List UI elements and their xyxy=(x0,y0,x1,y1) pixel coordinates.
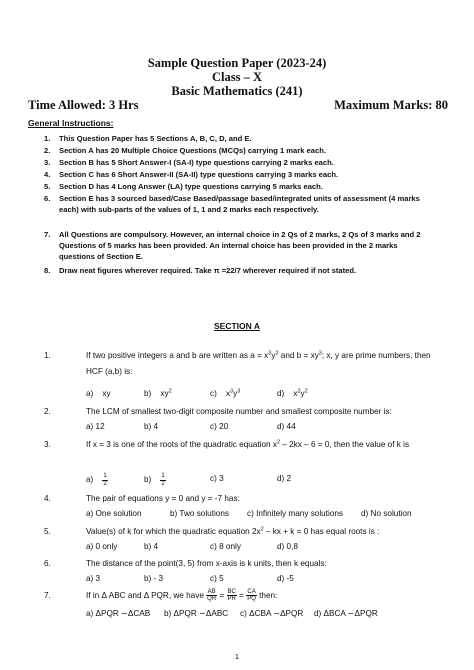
option-label: a) xyxy=(86,389,94,398)
question-text: If in Δ ABC and Δ PQR, we have xyxy=(86,591,204,600)
option-label: c) xyxy=(210,389,217,398)
subject-line: Basic Mathematics (241) xyxy=(171,84,303,98)
question-number: 2. xyxy=(44,407,51,416)
question-text: The distance of the point(3, 5) from x-axis is k units, then k equals: xyxy=(86,559,327,568)
option-d: d) 44 xyxy=(277,422,296,431)
instruction-number: 4. xyxy=(44,170,51,179)
instruction-item xyxy=(44,133,429,144)
instruction-text: This Question Paper has 5 Sections A, B, C, D, and E. xyxy=(59,134,252,143)
option-d: d) -5 xyxy=(277,574,294,583)
option-d: d) ΔBCA ∼ΔPQR xyxy=(314,609,378,618)
question-number: 7. xyxy=(44,591,51,600)
exponent: 3 xyxy=(318,350,322,357)
exponent: 3 xyxy=(237,388,241,395)
question-text: – kx + k = 0 has equal roots is : xyxy=(263,527,380,536)
question-number: 5. xyxy=(44,527,51,536)
option-a: a) One solution xyxy=(86,509,142,518)
class-line: Class – X xyxy=(211,70,262,84)
question-text: ; x, y are prime numbers, then HCF (a,b) is: xyxy=(86,351,431,376)
instruction-number: 8. xyxy=(44,266,51,275)
question-4 xyxy=(44,491,446,507)
exponent: 3 xyxy=(268,350,272,357)
option-c: c) 5 xyxy=(210,574,224,583)
instruction-item xyxy=(44,265,429,276)
option-b: b) Two solutions xyxy=(170,509,230,518)
option-value: x xyxy=(293,389,298,398)
option-value: xy xyxy=(102,389,111,398)
general-instructions-heading: General Instructions: xyxy=(28,118,114,128)
fraction xyxy=(102,473,107,487)
fraction-numerator: BC xyxy=(227,588,236,595)
option-b: b) - 3 xyxy=(144,574,164,583)
question-1 xyxy=(44,348,446,379)
instruction-number: 2. xyxy=(44,146,51,155)
option-b xyxy=(144,473,166,487)
fraction-denominator: PQ xyxy=(247,596,256,603)
option-d: d) 2 xyxy=(277,474,292,483)
fraction-numerator: AB xyxy=(207,588,216,595)
option-c: c) 3 xyxy=(210,474,224,483)
exponent: 2 xyxy=(260,526,264,533)
fraction-denominator: QR xyxy=(207,596,217,603)
instruction-item xyxy=(44,145,429,156)
instruction-text: Section B has 5 Short Answer-I (SA-I) type questions carrying 2 marks each. xyxy=(59,158,334,167)
option-c: c) ΔCBA ∼ΔPQR xyxy=(240,609,304,618)
instruction-item xyxy=(44,157,429,168)
instruction-text: Section A has 20 Multiple Choice Questions (MCQs) carrying 1 mark each. xyxy=(59,146,326,155)
option-a: a) 12 xyxy=(86,422,105,431)
fraction xyxy=(206,589,217,603)
fraction-denominator: 2 xyxy=(161,480,165,487)
section-a-heading: SECTION A xyxy=(214,321,260,331)
instruction-item xyxy=(44,229,429,263)
fraction-numerator: 1 xyxy=(161,473,165,479)
option-a: a) 0 only xyxy=(86,542,118,551)
fraction xyxy=(227,589,237,603)
instruction-item xyxy=(44,181,429,192)
question-text: y xyxy=(271,351,276,360)
question-number: 4. xyxy=(44,494,51,503)
instruction-number: 3. xyxy=(44,158,51,167)
question-6 xyxy=(44,556,446,572)
question-text: If two positive integers a and b are written as a = x xyxy=(86,351,269,360)
question-text: The pair of equations y = 0 and y = -7 has: xyxy=(86,494,240,503)
question-text: Value(s) of k for which the quadratic equation 2x xyxy=(86,527,261,536)
question-text: If x = 3 is one of the roots of the quadratic equation x xyxy=(86,440,277,449)
option-b: b) ΔPQR ∼ΔABC xyxy=(164,609,229,618)
option-label: a) xyxy=(86,475,94,485)
option-label: d) xyxy=(277,389,285,398)
question-3 xyxy=(44,437,446,453)
fraction-numerator: 1 xyxy=(103,473,107,479)
option-b: b) 4 xyxy=(144,542,159,551)
option-c xyxy=(210,389,240,398)
instruction-text: Draw neat figures wherever required. Take π =22/7 wherever required if not stated. xyxy=(59,266,357,275)
option-a: a) 3 xyxy=(86,574,101,583)
question-2 xyxy=(44,404,446,420)
exponent: 3 xyxy=(230,388,234,395)
option-c: c) 20 xyxy=(210,422,229,431)
question-number: 6. xyxy=(44,559,51,568)
option-label: b) xyxy=(144,389,152,398)
instruction-item xyxy=(44,193,429,215)
option-d xyxy=(277,389,308,398)
instruction-text: Section C has 6 Short Answer-II (SA-II) type questions carrying 3 marks each. xyxy=(59,170,339,179)
option-a xyxy=(86,473,108,487)
option-value: y xyxy=(300,389,305,398)
option-b xyxy=(144,389,172,398)
exponent: 2 xyxy=(168,388,172,395)
maximum-marks: Maximum Marks: 80 xyxy=(334,98,448,112)
question-text: then: xyxy=(259,591,278,600)
instruction-text: All Questions are compulsory. However, an internal choice in 2 Qs of 2 marks, 2 Qs of 3 marks and 2 Questions of 5 marks has been provided. An internal choice has been provided in the 2 marks questions of Section E. xyxy=(59,230,421,262)
option-label: b) xyxy=(144,475,152,485)
instruction-item xyxy=(44,169,429,180)
page-number: 1 xyxy=(234,652,240,661)
question-7: 7. If in Δ ABC and Δ PQR, we have $\frac{AB}{QR}$ = $\frac{BC}{PR}$ = $\frac{CA}{PQ}$ then: xyxy=(44,588,278,603)
instruction-text: Section D has 4 Long Answer (LA) type questions carrying 5 marks each. xyxy=(59,182,323,191)
fraction xyxy=(246,589,257,603)
exponent: 2 xyxy=(275,350,279,357)
question-text: – 2kx – 6 = 0, then the value of k is xyxy=(280,440,410,449)
option-a xyxy=(86,389,111,398)
option-d: d) 0,8 xyxy=(277,542,298,551)
question-text: The LCM of smallest two-digit composite number and smallest composite number is: xyxy=(86,407,392,416)
exponent: 2 xyxy=(276,439,280,446)
fraction-denominator: PR xyxy=(227,596,236,603)
option-value: x xyxy=(225,389,231,398)
instruction-number: 5. xyxy=(44,182,51,191)
fraction xyxy=(160,473,165,487)
instruction-text: Section E has 3 sourced based/Case Based/passage based/integrated units of assessment (4 marks each) with sub-parts of the values of 1, 1 and 2 marks each respectively. xyxy=(59,194,420,215)
instruction-number: 7. xyxy=(44,230,51,239)
paper-title: Sample Question Paper (2023-24) xyxy=(147,56,327,70)
fraction-denominator: 2 xyxy=(103,480,107,487)
option-d: d) No solution xyxy=(361,509,412,518)
exponent: 2 xyxy=(304,388,308,395)
option-a: a) ΔPQR ∼ΔCAB xyxy=(86,609,151,618)
question-number: 1. xyxy=(44,351,51,360)
option-value: y xyxy=(233,389,238,398)
time-marks-row xyxy=(28,98,448,113)
question-text: and b = xy xyxy=(278,351,319,360)
option-c: c) Infinitely many solutions xyxy=(247,509,344,518)
exponent: 2 xyxy=(297,388,301,395)
instruction-number: 1. xyxy=(44,134,51,143)
time-allowed: Time Allowed: 3 Hrs xyxy=(28,98,139,112)
option-c: c) 8 only xyxy=(210,542,241,551)
question-5 xyxy=(44,524,446,540)
option-value: xy xyxy=(160,389,169,398)
instruction-number: 6. xyxy=(44,194,51,203)
fraction-numerator: CA xyxy=(247,588,256,595)
question-number: 3. xyxy=(44,440,51,449)
option-b: b) 4 xyxy=(144,422,159,431)
